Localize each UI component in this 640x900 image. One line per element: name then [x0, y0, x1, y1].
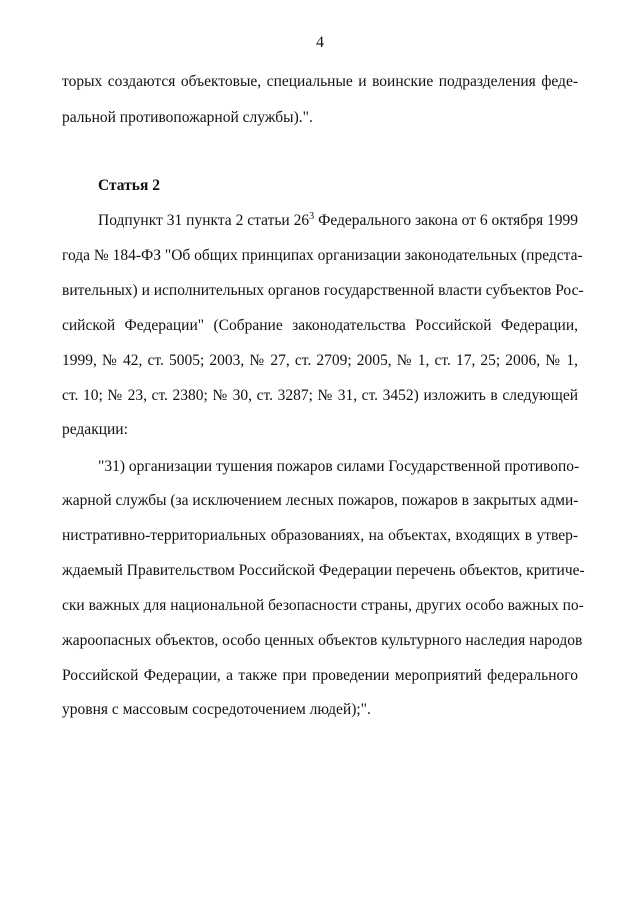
article-para2-line: уровня с массовым сосредоточением людей);".: [62, 701, 371, 718]
article-para2-line: Российской Федерации, а также при проведении мероприятий федерального: [62, 667, 578, 684]
article-para1-line: ст. 10; № 23, ст. 2380; № 30, ст. 3287; № 31, ст. 3452) изложить в следующей: [62, 387, 578, 404]
article-para2-line: жароопасных объектов, особо ценных объектов культурного наследия народов: [62, 632, 583, 649]
article-para1-line: вительных) и исполнительных органов государственной власти субъектов Рос-: [62, 282, 584, 299]
para1-text-before-sup: Подпункт 31 пункта 2 статьи 26: [98, 212, 310, 229]
article-para1-line: редакции:: [62, 421, 128, 438]
article-para1-line: сийской Федерации" (Собрание законодательства Российской Федерации,: [62, 317, 578, 334]
para1-superscript: 3: [309, 210, 315, 222]
article-heading: Статья 2: [98, 177, 160, 194]
continuation-line: торых создаются объектовые, специальные и воинские подразделения феде-: [62, 73, 578, 90]
continuation-line: ральной противопожарной службы).".: [62, 109, 313, 126]
article-para2-line: ски важных для национальной безопасности страны, других особо важных по-: [62, 597, 584, 614]
article-para2-line: нистративно-территориальных образованиях, на объектах, входящих в утвер-: [62, 527, 578, 544]
article-para2-first-line: "31) организации тушения пожаров силами Государственной противопо-: [98, 458, 580, 475]
article-para1-line: 1999, № 42, ст. 5005; 2003, № 27, ст. 2709; 2005, № 1, ст. 17, 25; 2006, № 1,: [62, 352, 578, 369]
article-para1-line: года № 184-ФЗ "Об общих принципах организации законодательных (предста-: [62, 247, 583, 264]
page-number: 4: [316, 34, 324, 51]
article-para2-line: жарной службы (за исключением лесных пожаров, пожаров в закрытых адми-: [62, 492, 579, 509]
article-para2-line: ждаемый Правительством Российской Федерации перечень объектов, критиче-: [62, 562, 585, 579]
article-para1-first-line: [98, 211, 578, 231]
para1-text-after-sup: Федерального закона от 6 октября 1999: [314, 212, 578, 229]
